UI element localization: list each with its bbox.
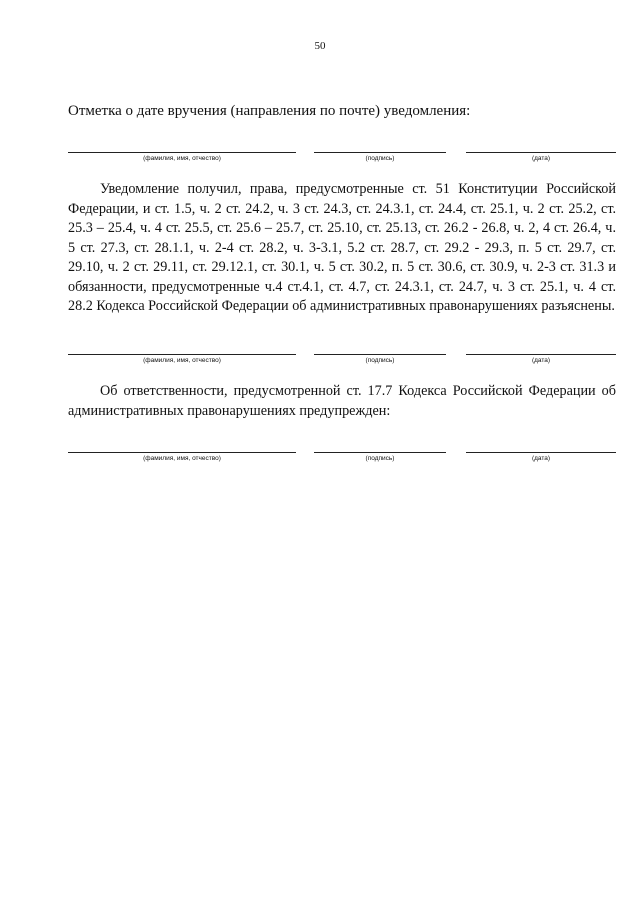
signature-row-rights	[68, 354, 616, 374]
liability-paragraph: Об ответственности, предусмотренной ст. 17.7 Кодекса Российской Федерации об административных правонарушениях предупрежден:	[68, 383, 616, 419]
name-field-label: (фамилия, имя, отчество)	[68, 452, 296, 463]
delivery-note-heading: Отметка о дате вручения (направления по почте) уведомления:	[68, 103, 471, 119]
name-field-label: (фамилия, имя, отчество)	[68, 354, 296, 365]
signature-field-label: (подпись)	[314, 452, 446, 463]
name-field-label: (фамилия, имя, отчество)	[68, 152, 296, 163]
rights-paragraph: Уведомление получил, права, предусмотренные ст. 51 Конституции Российской Федерации, и ст. 1.5, ч. 2 ст. 24.2, ч. 3 ст. 24.3, ст. 24.3.1, ст. 24.4, ст. 25.1, ч. 2 ст. 25.2, ст. 25.3 – 25.4, ч. 4 ст. 25.5, ст. 25.6 – 25.7, ст. 25.10, ст. 25.13, ст. 26.2 - 26.8, ч. 2, 4 ст. 26.4, ч. 5 ст. 27.3, ст. 28.1.1, ч. 2-4 ст. 28.2, ч. 3-3.1, 5.2 ст. 28.7, ст. 29.2 - 29.3, п. 5 ст. 29.7, ст. 29.10, ч. 2 ст. 29.11, ст. 29.12.1, ст. 30.1, ч. 5 ст. 30.2, п. 5 ст. 30.6, ст. 30.9, ч. 2-3 ст. 31.3 и обязанности, предусмотренные ч.4 ст.4.1, ст. 4.7, ст. 24.3.1, ст. 24.7, ч. 3 ст. 25.1, ч. 4 ст. 28.2 Кодекса Российской Федерации об административных правонарушениях разъяснены.	[68, 181, 616, 314]
date-field-label: (дата)	[466, 354, 616, 365]
date-field-label: (дата)	[466, 452, 616, 463]
signature-row-delivery	[68, 152, 616, 172]
signature-field-label: (подпись)	[314, 354, 446, 365]
signature-row-liability	[68, 452, 616, 472]
signature-field-label: (подпись)	[314, 152, 446, 163]
date-field-label: (дата)	[466, 152, 616, 163]
page-number: 50	[314, 40, 326, 52]
